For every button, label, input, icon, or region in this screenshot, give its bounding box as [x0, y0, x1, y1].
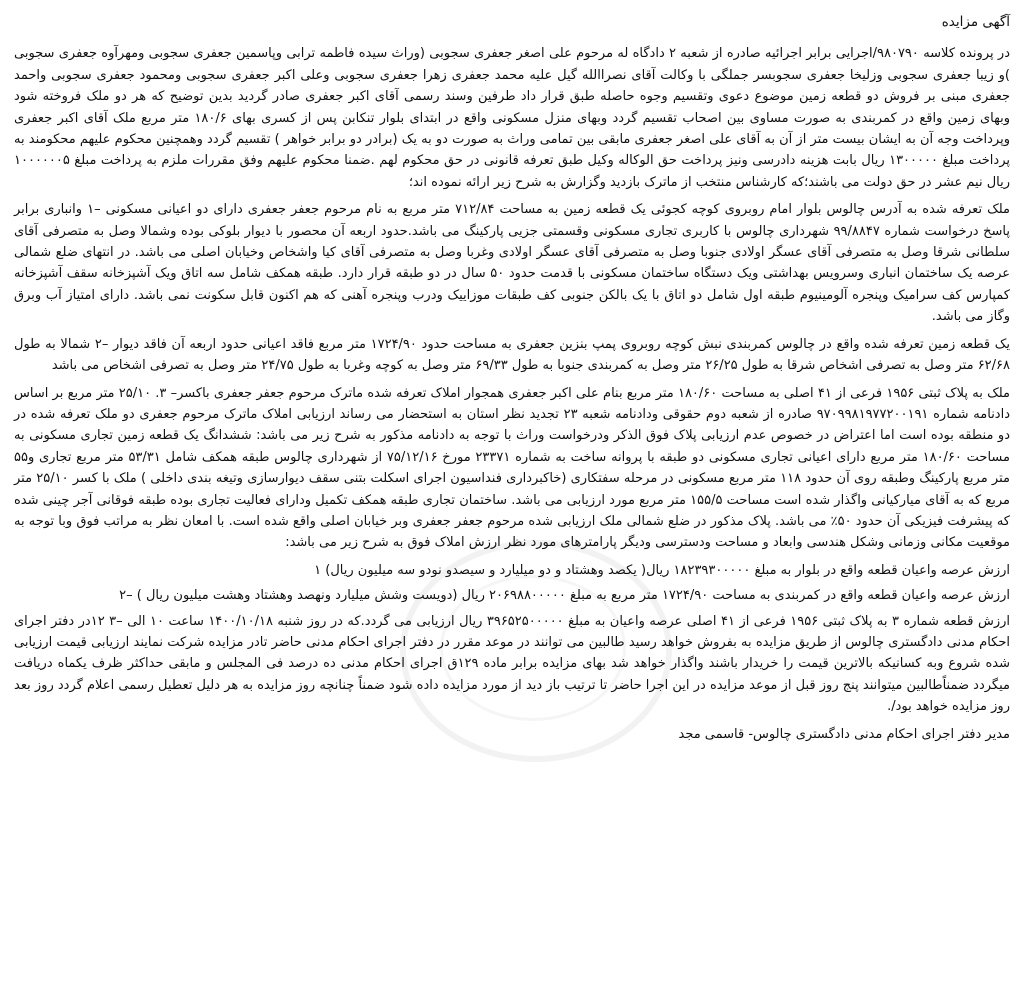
paragraph-value-3-auction-terms: ارزش قطعه شماره ۳ به پلاک ثبتی ۱۹۵۶ فرعی از ۴۱ اصلی عرصه واعیان به مبلغ ۳۹۶۵۲۵۰۰۰۰۰ ریال ارزیابی می گردد.که در روز شنبه ۱۴۰۰/۱۰/۱۸ ساعت ۱۰ الی –۳ ۱۲در دفتر اجرای احکام مدنی دادگستری چالوس از طریق مزایده به بفروش خواهد رسید طالبین می توانند در موعد مقرر در دفتر اجرای احکام مدنی حاضر تادر مزایده شرکت نمایند ارزیابی قیمت ارزیابی شده شروع وبه کسانیکه بالاترین قیمت را خریدار باشند واگذار خواهد شد بهای مزایده برابر ماده ۱۲۹ق اجرای احکام مدنی ده درصد فی المجلس و مابقی حداکثر ظرف یکماه دریافت میگردد ضمناًطالبین میتوانند پنج روز قبل از موعد مزایده در این اجرا حاضر تا ترتیب باز دید از مورد مزایده داده شود ضمناً چنانچه روز مزایده به هر دلیل تعطیل رسمی اعلام گردد روز بعد روز مزایده خواهد بود/. — [14, 613, 1011, 715]
paragraph-property-3: ملک به پلاک ثبتی ۱۹۵۶ فرعی از ۴۱ اصلی به مساحت ۱۸۰/۶۰ متر مربع بنام علی اکبر جعفری همجوار املاک تعرفه شده ماترک مرحوم جعفر جعفری باکسر– ۳. ۲۵/۱۰ متر مربع بر اساس دادنامه شماره ۹۷۰۹۹۸۱۹۷۷۲۰۰۱۹۱ صادره از شعبه دوم حقوقی ودادنامه شعبه ۲۳ تجدید نظر استان به استحضار می رساند ارزیابی املاک ماترک مرحوم جعفری دو ملک تعرفه شده در دو منطقه بوده است اما اعتراض در خصوص عدم ارزیابی پلاک فوق الذکر ودرخواست وراث با توجه به دادنامه مذکور به شرح زیر می باشد: ششدانگ یک قطعه زمین تجاری مسکونی به مساحت ۱۸۰/۶۰ متر مربع دارای اعیانی تجاری مسکونی دو طبقه با پروانه ساخت به شماره ۲۳۳۷۱ مورخ ۷۵/۱۲/۱۶ از شهرداری چالوس طبقه همکف شامل ۵۳/۳۱ متر مربع تجاری و۵۵ متر مربع پارکینگ وطبقه روی آن حدود ۱۱۸ متر مربع مسکونی در مرحله سفتکاری (خاکبرداری فنداسیون اجرای اسکلت بتنی سقف دیوارسازی وتیغه بندی داخلی ) ملک با کسر ۲۵/۱۰ متر مربع که به آقای میارکیانی واگذار شده است مساحت ۱۵۵/۵ متر مربع مورد ارزیابی می باشد. ساختمان تجاری طبقه همکف تکمیل ودارای فعالیت تجاری بوده طبقه فوقانی آجر چینی شده که پیشرفت فیزیکی آن حدود ۵۰٪ می باشد. پلاک مذکور در ضلع شمالی ملک ارزیابی شده مرحوم جعفر جعفری وبر خیابان اصلی واقع شده است. با امعان نظر به مراتب فوق وبا توجه به موقعیت مکانی وزمانی وشکل هندسی وابعاد و مساحت ودسترسی ودیگر پارامترهای مورد نظر ارزش املاک فوق به شرح زیر می باشد: — [14, 385, 1011, 551]
paragraph-value-1: ارزش عرصه واعیان قطعه واقع در بلوار به مبلغ ۱۸۲۳۹۳۰۰۰۰۰ ریال( یکصد وهشتاد و دو میلیارد و سیصدو نودو سه میلیون ریال) ۱ — [314, 562, 1010, 578]
paragraph-case-intro: در پرونده کلاسه ۹۸۰۷۹۰/اجرایی برابر اجرائیه صادره از شعبه ۲ دادگاه له مرحوم علی اصغر جعفری سجوبی (وراث سیده فاطمه ترابی وپاسمین جعفری سجوبی ومهرآوه جعفری سجوبی )و زیبا جعفری سجوبی وزلیخا جعفری سجوبسر جملگی با وکالت آقای نصراالله گیل علیه محمد جعفری زهرا جعفری سجوبی وعلی اکبر جعفری سجوبی ومحمود جعفری سجوبی واحمد جعفری مبنی بر فروش دو قطعه زمین موضوع دعوی وتقسیم وجوه حاصله طبق قرار داد طرفین وسند رسمی آقای اکبر جعفری صادر گردید بدین توضیح که هر دو ملک فروخته شود وبهای زمین واقع در کمربندی به صورت مساوی بین اصحاب تقسیم گردد وبهای منزل مسکونی واقع در ابتدای بلوار تنکابن پس از کسری بهای ۱۸۰/۶ متر مربع ملک آقای اکبر جعفری وپرداخت وجه آن به ایشان بیست متر از آن به آقای علی اصغر جعفری مابقی بین تمامی وراث به صورت دو به یک (برادر دو برابر خواهر ) تقسیم گردد وهمچنین محکوم علیهم محکومند به پرداخت مبلغ ۱۳۰۰۰۰۰ ریال بابت هزینه دادرسی ونیز پرداخت حق الوکاله وکیل طبق تعرفه قانونی در حق محکوم لهم .ضمنا محکوم علیهم وفق مقررات ملزم به پرداخت مبلغ ۱۰۰۰۰۰۰۵ ریال نیم عشر در حق دولت می باشند؛که کارشناس منتخب از ماترک بازدید وگزارش به شرح زیر ارائه نموده اند؛ — [14, 46, 1011, 190]
signature-line: مدیر دفتر اجرای احکام مدنی دادگستری چالوس- قاسمی مجد — [678, 726, 1010, 742]
notice-title: آگهی مزایده — [941, 14, 1010, 30]
paragraph-property-1: ملک تعرفه شده به آدرس چالوس بلوار امام روبروی کوچه کجوئی یک قطعه زمین به مساحت ۷۱۲/۸۴ متر مربع به نام مرحوم جعفر جعفری دارای دو اعیانی مسکونی –۱ وانباری برابر پاسخ درخواست شماره ۹۹/۸۸۴۷ شهرداری چالوس با کاربری تجاری مسکونی وقسمتی جزیی پارکینگ می باشد.حدود اربعه آن محصور با دیوار بلوکی بوده وشمالا وصل به متصرفی آقای سلطانی شرقا وصل به متصرفی آقای عسگر اولادی جنوبا وصل به متصرفی آقای عسگر اولادی وغربا وصل به متصرفی آقای کیا واشخاص وخیابان اصلی می باشد. در انتهای ضلع شمالی عرصه یک ساختمان انباری وسرویس بهداشتی ویک دستگاه ساختمان مسکونی با قدمت حدود ۵۰ سال در دو طبقه قرار دارد. طبقه همکف شامل سه اتاق ویک آشپزخانه سقف آشپزخانه کمپارس کف سرامیک وپنجره آلومینیوم طبقه اول شامل دو اتاق با یک بالکن جنوبی کف طبقات موزاییک ودرب وپنجره آهنی که هم اکنون قابل سکونت نمی باشد. دارای امتیاز آب وبرق وگاز می باشد. — [14, 202, 1010, 325]
paragraph-property-2: یک قطعه زمین تعرفه شده واقع در چالوس کمربندی نبش کوچه روبروی پمپ بنزین جعفری به مساحت حدود ۱۷۲۴/۹۰ متر مربع فاقد اعیانی حدود اربعه آن فاقد دیوار –۲ شمالا به طول ۶۲/۶۸ متر وصل به تصرفی اشخاص شرقا به طول ۲۶/۲۵ متر وصل به کمربندی جنوبا به طول ۶۹/۳۳ متر وصل به کوچه وغربا به طول ۲۴/۷۵ متر وصل به تصرفی اشخاص می باشد — [14, 336, 1010, 374]
paragraph-value-2: ارزش عرصه واعیان قطعه واقع در کمربندی به مساحت ۱۷۲۴/۹۰ متر مربع به مبلغ ۲۰۶۹۸۸۰۰۰۰۰ ریال (دویست وشش میلیارد ونهصد وهشتاد وهشت میلیون ریال ) –۲ — [119, 588, 1010, 604]
